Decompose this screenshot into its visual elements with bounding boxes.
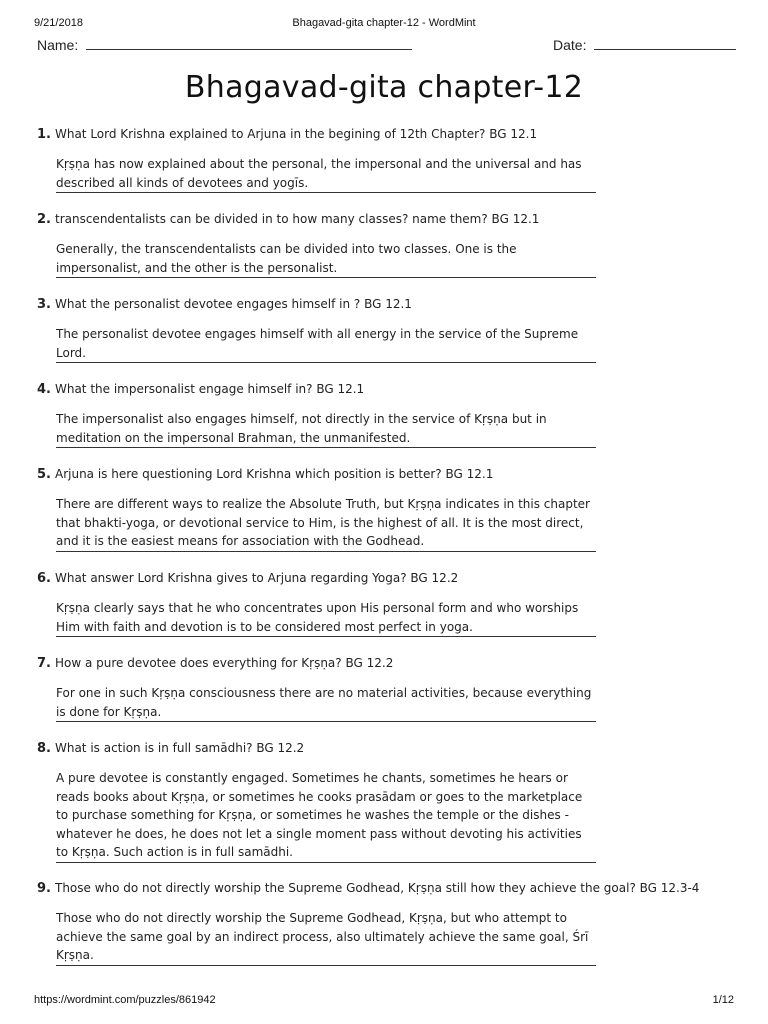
answer-text: For one in such Kṛṣṇa consciousness there are no material activities, because everything is done for Kṛṣṇa. — [56, 684, 596, 722]
answer-text: Generally, the transcendentalists can be divided into two classes. One is the impersonalist, and the other is the personalist. — [56, 240, 596, 278]
answer-text: Kṛṣṇa has now explained about the personal, the impersonal and the universal and has described all kinds of devotees and yogīs. — [56, 155, 596, 193]
question-number: 4. — [37, 382, 51, 397]
question-item — [37, 381, 737, 448]
question-number: 8. — [37, 741, 51, 756]
page-title: Bhagavad-gita chapter-12 — [184, 70, 584, 105]
question-number: 3. — [37, 297, 51, 312]
date-label: Date: — [553, 37, 587, 53]
footer-url[interactable]: https://wordmint.com/puzzles/861942 — [34, 994, 216, 1006]
question-text: transcendentalists can be divided in to how many classes? name them? BG 12.1 — [54, 212, 540, 226]
print-title: Bhagavad-gita chapter-12 - WordMint — [292, 17, 476, 29]
question-item — [37, 126, 737, 193]
question-number: 2. — [37, 212, 51, 227]
date-field[interactable] — [553, 36, 736, 53]
print-footer — [34, 994, 734, 1008]
name-date-row — [37, 36, 737, 56]
question-item — [37, 655, 737, 722]
answer-text: The personalist devotee engages himself with all energy in the service of the Supreme Lord. — [56, 325, 596, 363]
question-text: What the personalist devotee engages himself in ? BG 12.1 — [54, 297, 412, 311]
answer-text: The impersonalist also engages himself, not directly in the service of Kṛṣṇa but in meditation on the impersonal Brahman, the unmanifested. — [56, 410, 596, 448]
question-item — [37, 466, 737, 552]
date-line — [594, 36, 736, 50]
question-text: What the impersonalist engage himself in? BG 12.1 — [54, 382, 365, 396]
question-item — [37, 296, 737, 363]
question-number: 6. — [37, 571, 51, 586]
question-number: 7. — [37, 656, 51, 671]
question-item — [37, 880, 737, 966]
answer-text: A pure devotee is constantly engaged. Sometimes he chants, sometimes he hears or reads books about Kṛṣṇa, or sometimes he cooks prasādam or goes to the marketplace to purchase something for Kṛṣṇa, or sometimes he washes the temple or the dishes - whatever he does, he does not let a single moment pass without devoting his activities to Kṛṣṇa. Such action is in full samādhi. — [56, 769, 596, 863]
question-text: What Lord Krishna explained to Arjuna in the begining of 12th Chapter? BG 12.1 — [54, 127, 538, 141]
print-header — [34, 17, 734, 31]
question-text: What is action is in full samādhi? BG 12.2 — [54, 741, 305, 755]
name-line — [86, 36, 412, 50]
question-text: How a pure devotee does everything for Kṛṣṇa? BG 12.2 — [54, 656, 394, 670]
answer-text: Kṛṣṇa clearly says that he who concentrates upon His personal form and who worships Him with faith and devotion is to be considered most perfect in yoga. — [56, 599, 596, 637]
question-text: Those who do not directly worship the Supreme Godhead, Kṛṣṇa still how they achieve the goal? BG 12.3-4 — [54, 881, 700, 895]
question-number: 5. — [37, 467, 51, 482]
question-item — [37, 740, 737, 863]
question-number: 9. — [37, 881, 51, 896]
page-number: 1/12 — [712, 994, 734, 1006]
question-text: Arjuna is here questioning Lord Krishna which position is better? BG 12.1 — [54, 467, 494, 481]
question-number: 1. — [37, 127, 51, 142]
question-item — [37, 570, 737, 637]
answer-text: Those who do not directly worship the Supreme Godhead, Kṛṣṇa, but who attempt to achieve the same goal by an indirect process, also ultimately achieve the same goal, Śrī Kṛṣṇa. — [56, 909, 596, 966]
name-field[interactable] — [37, 36, 412, 53]
question-text: What answer Lord Krishna gives to Arjuna regarding Yoga? BG 12.2 — [54, 571, 459, 585]
print-date: 9/21/2018 — [34, 17, 83, 29]
question-item — [37, 211, 737, 278]
name-label: Name: — [37, 37, 79, 53]
answer-text: There are different ways to realize the Absolute Truth, but Kṛṣṇa indicates in this chapter that bhakti-yoga, or devotional service to Him, is the highest of all. It is the most direct, and it is the easiest means for association with the Godhead. — [56, 495, 596, 552]
